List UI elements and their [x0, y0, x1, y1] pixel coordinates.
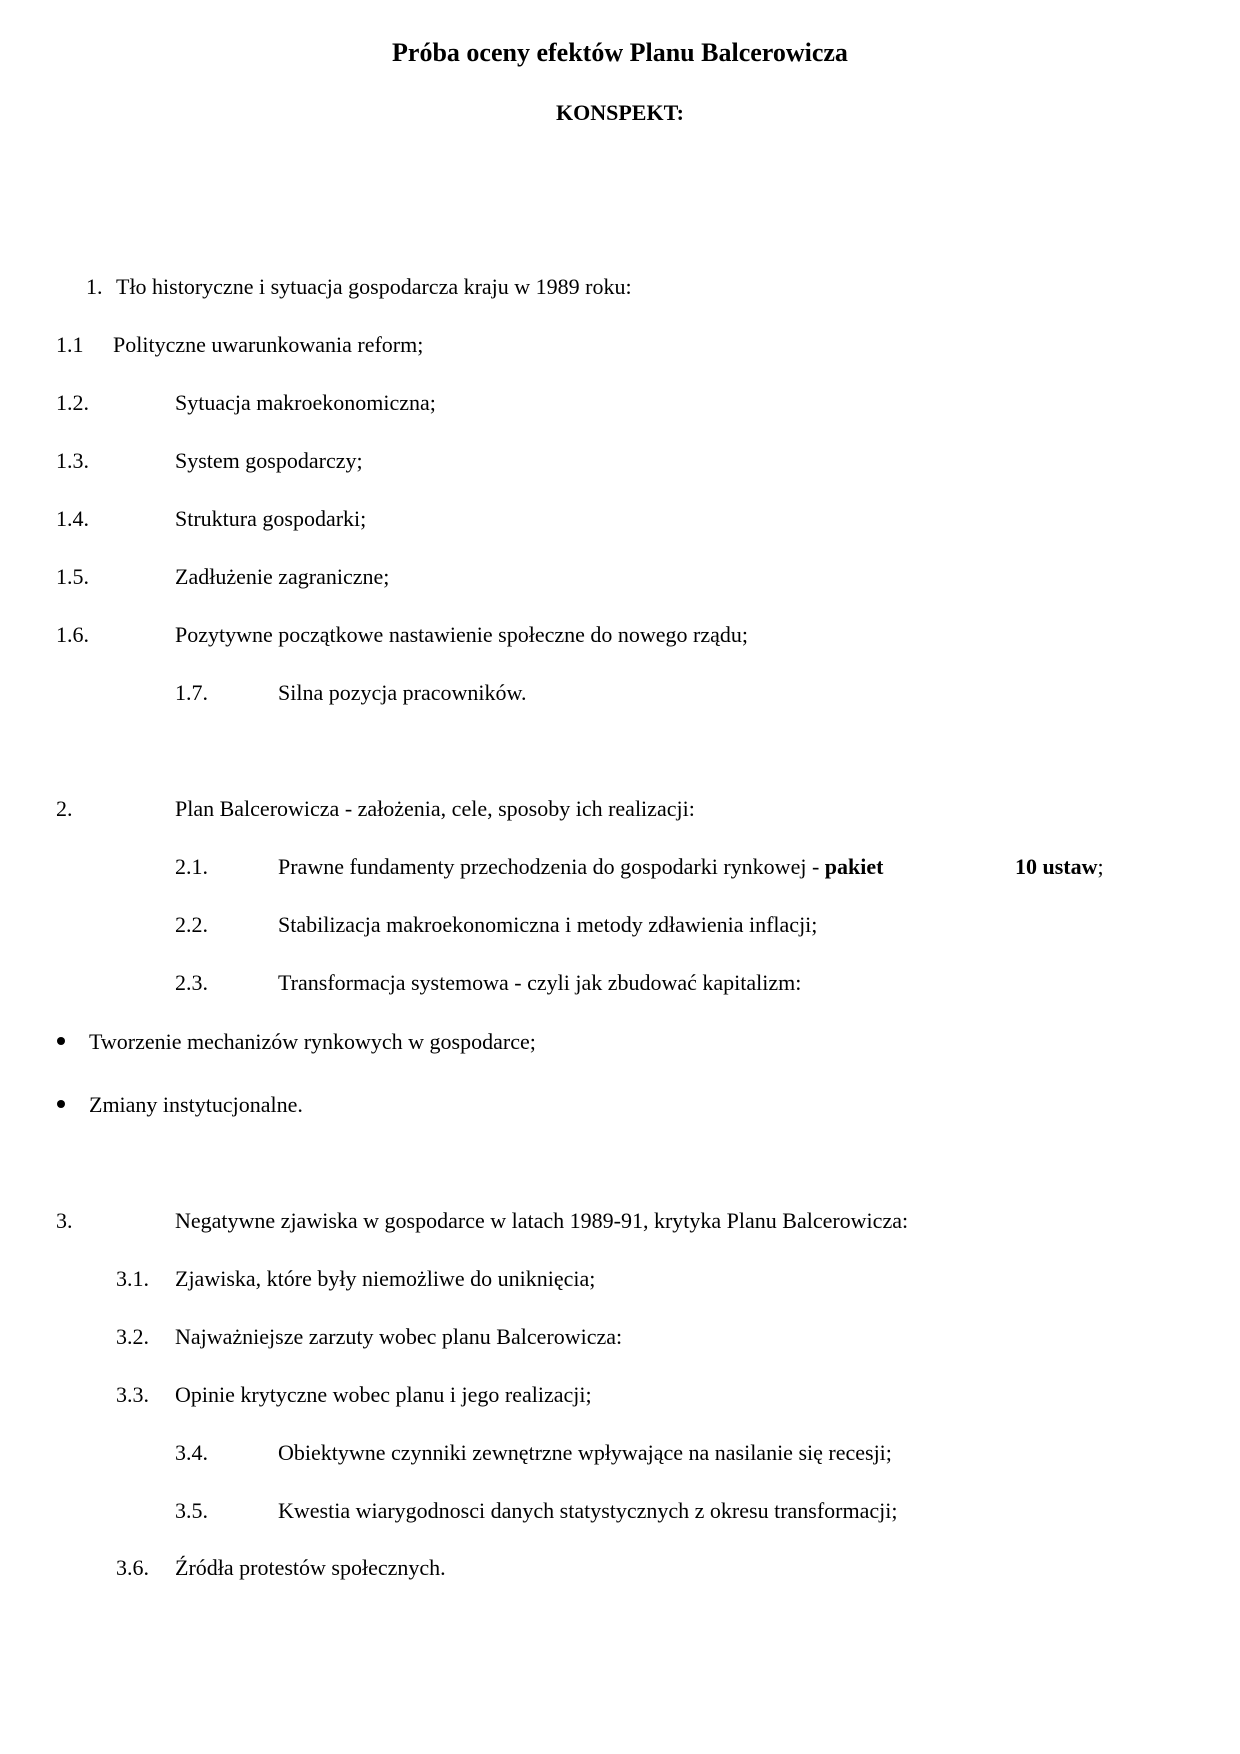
outline-bullet-text: Tworzenie mechanizów rynkowych w gospodarce; — [89, 1029, 536, 1054]
outline-number: 1.4. — [56, 506, 89, 531]
outline-number: 2.2. — [175, 912, 208, 937]
outline-text: System gospodarczy; — [175, 448, 363, 473]
outline-text-plain: Prawne fundamenty przechodzenia do gospodarki rynkowej - — [278, 854, 825, 879]
document-title: Próba oceny efektów Planu Balcerowicza — [392, 38, 848, 67]
outline-number: 2. — [56, 796, 73, 821]
outline-number: 1.7. — [175, 680, 208, 705]
outline-text-bold: 10 ustaw — [1015, 854, 1098, 879]
outline-text: Sytuacja makroekonomiczna; — [175, 390, 436, 415]
outline-text: Plan Balcerowicza - założenia, cele, sposoby ich realizacji: — [175, 796, 695, 821]
outline-text: Tło historyczne i sytuacja gospodarcza kraju w 1989 roku: — [116, 274, 632, 299]
outline-text: Transformacja systemowa - czyli jak zbudować kapitalizm: — [278, 970, 802, 995]
outline-text: Kwestia wiarygodnosci danych statystycznych z okresu transformacji; — [278, 1498, 898, 1523]
outline-text: Źródła protestów społecznych. — [175, 1555, 446, 1580]
outline-number: 1.6. — [56, 622, 89, 647]
outline-text: Zjawiska, które były niemożliwe do uniknięcia; — [175, 1266, 596, 1291]
outline-number: 3.4. — [175, 1440, 208, 1465]
outline-text-cont — [1015, 854, 1104, 880]
outline-number: 3.2. — [116, 1324, 149, 1349]
outline-text-bold: pakiet — [824, 854, 884, 879]
outline-text: Obiektywne czynniki zewnętrzne wpływające na nasilanie się recesji; — [278, 1440, 892, 1465]
outline-number: 3.6. — [116, 1555, 149, 1580]
outline-number: 1.2. — [56, 390, 89, 415]
outline-text: Stabilizacja makroekonomiczna i metody zdławienia inflacji; — [278, 912, 818, 937]
outline-number: 3.3. — [116, 1382, 149, 1407]
outline-bullet-text: Zmiany instytucjonalne. — [89, 1092, 303, 1117]
bullet-icon — [57, 1037, 65, 1045]
outline-text: Polityczne uwarunkowania reform; — [113, 332, 424, 357]
outline-number: 3. — [56, 1208, 73, 1233]
bullet-icon — [57, 1100, 65, 1108]
outline-text: Opinie krytyczne wobec planu i jego realizacji; — [175, 1382, 592, 1407]
outline-text: Negatywne zjawiska w gospodarce w latach 1989-91, krytyka Planu Balcerowicza: — [175, 1208, 909, 1233]
outline-number: 2.3. — [175, 970, 208, 995]
outline-number: 3.5. — [175, 1498, 208, 1523]
outline-number: 3.1. — [116, 1266, 149, 1291]
outline-text — [278, 854, 883, 880]
outline-text: Najważniejsze zarzuty wobec planu Balcerowicza: — [175, 1324, 623, 1349]
outline-number: 1.1 — [56, 332, 84, 357]
outline-text: Silna pozycja pracowników. — [278, 680, 527, 705]
outline-number: 1.5. — [56, 564, 89, 589]
outline-number: 1. — [86, 274, 103, 299]
document-subtitle: KONSPEKT: — [556, 100, 684, 125]
outline-text: Pozytywne początkowe nastawienie społeczne do nowego rządu; — [175, 622, 749, 647]
outline-number: 1.3. — [56, 448, 89, 473]
outline-number: 2.1. — [175, 854, 208, 879]
outline-text: Zadłużenie zagraniczne; — [175, 564, 390, 589]
outline-text-tail: ; — [1097, 854, 1104, 879]
outline-text: Struktura gospodarki; — [175, 506, 367, 531]
